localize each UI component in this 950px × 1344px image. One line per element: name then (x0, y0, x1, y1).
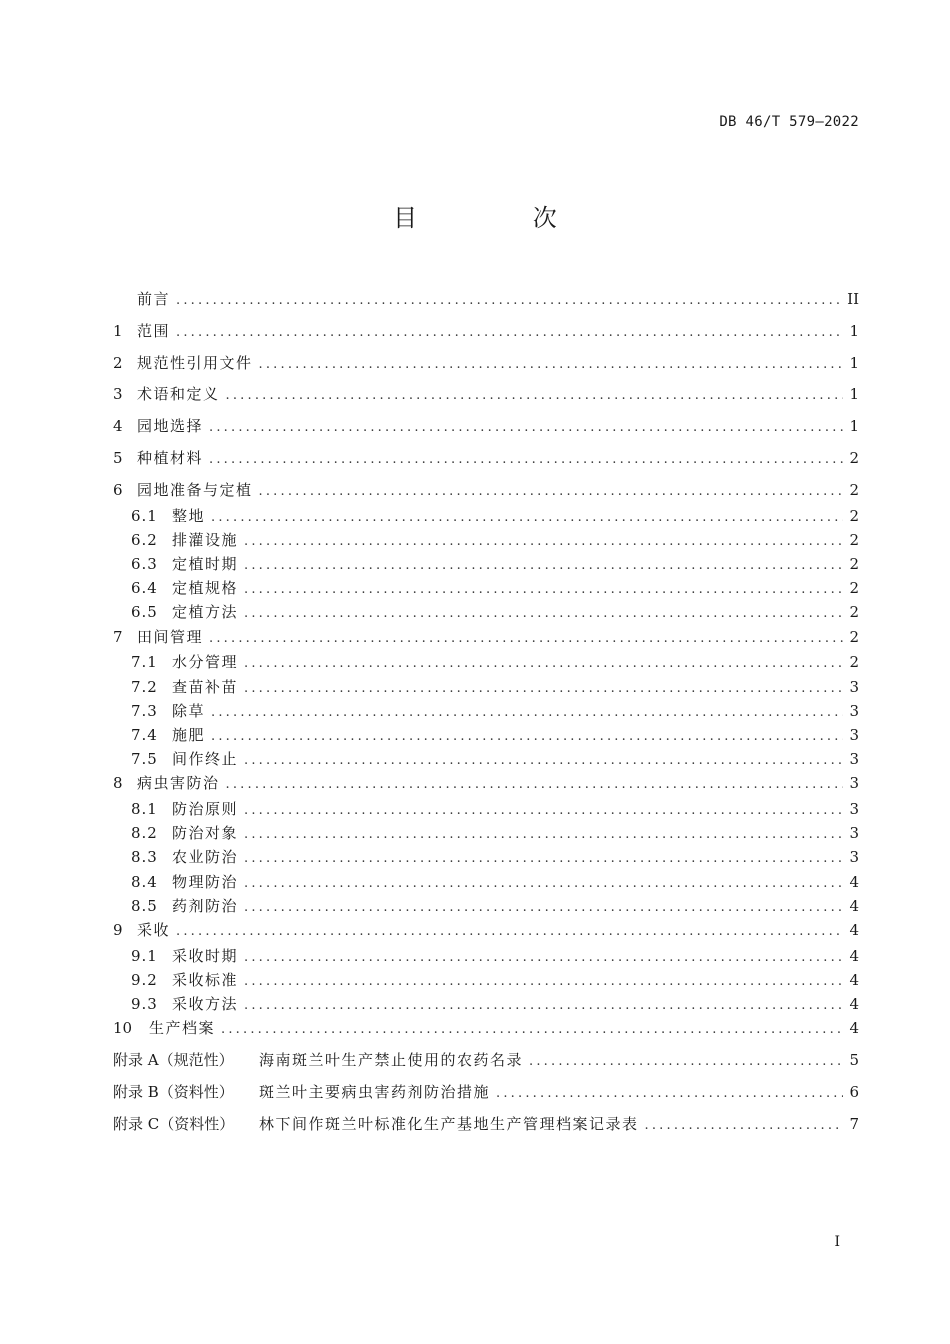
toc-leader-dots (259, 354, 843, 376)
toc-entry-number: 4 (113, 417, 123, 436)
toc-leader-dots (244, 897, 843, 919)
toc-entry-number: 1 (113, 321, 123, 340)
toc-leader-dots (529, 1051, 843, 1073)
toc-leader-dots (645, 1115, 843, 1137)
toc-entry-page: 3 (849, 774, 859, 793)
toc-leader-dots (221, 1019, 843, 1041)
toc-entry-page: 3 (849, 848, 859, 867)
toc-entry-label: 排灌设施 (172, 530, 239, 549)
toc-leader-dots (209, 449, 843, 471)
toc-leader-dots (209, 628, 843, 650)
toc-entry[interactable] (113, 1049, 859, 1081)
toc-entry-number: 6.2 (131, 530, 158, 549)
toc-entry-page: 2 (849, 554, 859, 573)
toc-leader-dots (244, 653, 843, 675)
toc-entry[interactable] (113, 601, 859, 625)
toc-entry-number: 8.4 (131, 872, 158, 891)
toc-entry-number: 附录 C（资料性） (113, 1114, 235, 1133)
toc-leader-dots (244, 971, 843, 993)
toc-entry-page: 4 (849, 872, 859, 891)
toc-entry-number: 6.3 (131, 554, 158, 573)
toc-entry-label: 定植规格 (172, 579, 239, 598)
toc-leader-dots (226, 774, 843, 796)
toc-entry-label: 海南斑兰叶生产禁止使用的农药名录 (259, 1051, 524, 1070)
toc-leader-dots (244, 603, 843, 625)
toc-leader-dots (211, 726, 843, 748)
toc-entry-label: 施肥 (172, 725, 206, 744)
toc-entry-number: 2 (113, 353, 123, 372)
toc-entry-page: 2 (849, 627, 859, 646)
toc-entry[interactable] (113, 383, 859, 415)
toc-entry[interactable] (113, 577, 859, 601)
toc-entry[interactable] (113, 1017, 859, 1049)
toc-entry-label: 除草 (172, 701, 206, 720)
toc-leader-dots (176, 921, 843, 943)
toc-entry[interactable] (113, 288, 859, 320)
toc-entry-page: 4 (849, 896, 859, 915)
toc-leader-dots (226, 385, 843, 407)
toc-entry-page: 3 (849, 824, 859, 843)
toc-leader-dots (244, 531, 843, 553)
toc-entry-number: 7 (113, 627, 123, 646)
toc-entry-number: 9.2 (131, 970, 158, 989)
toc-leader-dots (244, 555, 843, 577)
toc-entry-page: 3 (849, 750, 859, 769)
toc-entry-number: 6 (113, 480, 123, 499)
toc-leader-dots (209, 417, 843, 439)
toc-entry[interactable] (113, 676, 859, 700)
toc-entry-page: 2 (849, 530, 859, 549)
toc-leader-dots (244, 848, 843, 870)
toc-entry-number: 9 (113, 920, 123, 939)
toc-entry[interactable] (113, 447, 859, 479)
toc-entry-page: 5 (849, 1051, 859, 1070)
toc-entry-page: 4 (849, 1019, 859, 1038)
toc-entry-label: 采收时期 (172, 946, 239, 965)
toc-entry[interactable] (113, 505, 859, 529)
toc-entry-number: 7.5 (131, 750, 158, 769)
toc-entry-label: 田间管理 (137, 627, 204, 646)
toc-entry[interactable] (113, 748, 859, 772)
toc-entry-number: 6.4 (131, 579, 158, 598)
toc-entry-number: 7.1 (131, 653, 158, 672)
toc-leader-dots (211, 507, 843, 529)
toc-entry-page: 1 (849, 385, 859, 404)
toc-entry-page: 2 (849, 603, 859, 622)
toc-entry-number: 7.4 (131, 725, 158, 744)
toc-entry[interactable] (113, 993, 859, 1017)
toc-leader-dots (244, 947, 843, 969)
toc-leader-dots (211, 702, 843, 724)
toc-entry-label: 防治对象 (172, 824, 239, 843)
toc-leader-dots (176, 290, 841, 312)
toc-entry[interactable] (113, 846, 859, 870)
toc-entry-label: 防治原则 (172, 800, 239, 819)
toc-entry[interactable] (113, 352, 859, 384)
toc-leader-dots (496, 1083, 843, 1105)
toc-entry-page: 4 (849, 995, 859, 1014)
toc-entry-number: 6.5 (131, 603, 158, 622)
toc-entry-page: 1 (849, 417, 859, 436)
toc-entry-page: 3 (849, 800, 859, 819)
toc-entry-number: 8 (113, 774, 123, 793)
toc-entry-page: 4 (849, 920, 859, 939)
toc-entry[interactable] (113, 1081, 859, 1113)
toc-entry-page: 2 (849, 448, 859, 467)
toc-entry-label: 前言 (137, 290, 171, 308)
toc-entry[interactable] (113, 895, 859, 919)
toc-entry-number: 9.3 (131, 995, 158, 1014)
toc-entry-number: 附录 B（资料性） (113, 1082, 234, 1101)
toc-entry[interactable] (113, 700, 859, 724)
toc-entry[interactable] (113, 651, 859, 675)
toc-entry-page: 7 (849, 1114, 859, 1133)
toc-entry-page: 1 (849, 321, 859, 340)
toc-entry-label: 规范性引用文件 (137, 353, 253, 372)
toc-entry-page: 3 (849, 701, 859, 720)
toc-entry-number: 8.2 (131, 824, 158, 843)
toc-entry-page: 2 (849, 506, 859, 525)
toc-entry-label: 物理防治 (172, 872, 239, 891)
toc-entry-number: 8.1 (131, 800, 158, 819)
toc-entry-page: 2 (849, 579, 859, 598)
toc-entry-label: 采收方法 (172, 995, 239, 1014)
toc-leader-dots (244, 873, 843, 895)
toc-leader-dots (176, 322, 843, 344)
standard-code: DB 46/T 579—2022 (719, 114, 859, 130)
toc-entry-label: 整地 (172, 506, 206, 525)
toc-entry-page: 6 (849, 1082, 859, 1101)
toc-entry-page: 2 (849, 653, 859, 672)
toc-entry-number: 7.3 (131, 701, 158, 720)
toc-entry-page: 1 (849, 353, 859, 372)
toc-entry[interactable] (113, 529, 859, 553)
toc-leader-dots (244, 750, 843, 772)
toc-entry-label: 定植方法 (172, 603, 239, 622)
toc-entry-label: 病虫害防治 (137, 774, 220, 793)
toc-entry-label: 术语和定义 (137, 385, 220, 404)
toc-entry-number: 8.5 (131, 896, 158, 915)
toc-entry-label: 园地选择 (137, 417, 204, 436)
toc-entry[interactable] (113, 553, 859, 577)
toc-leader-dots (244, 824, 843, 846)
toc-entry[interactable] (113, 1113, 859, 1145)
toc-entry-number: 3 (113, 385, 123, 404)
page-number: I (834, 1234, 840, 1250)
toc-entry-label: 园地准备与定植 (137, 480, 253, 499)
toc-entry[interactable] (113, 871, 859, 895)
table-of-contents (113, 288, 859, 1145)
toc-leader-dots (259, 481, 843, 503)
toc-entry-label: 水分管理 (172, 653, 239, 672)
toc-leader-dots (244, 800, 843, 822)
toc-entry-label: 生产档案 (149, 1019, 216, 1038)
toc-entry-label: 查苗补苗 (172, 677, 239, 696)
toc-entry-number: 10 (113, 1019, 133, 1038)
toc-entry[interactable] (113, 724, 859, 748)
toc-entry-page: 4 (849, 970, 859, 989)
toc-entry-label: 范围 (137, 321, 171, 340)
toc-entry[interactable] (113, 415, 859, 447)
toc-entry-label: 斑兰叶主要病虫害药剂防治措施 (259, 1082, 491, 1101)
toc-entry-label: 林下间作斑兰叶标准化生产基地生产管理档案记录表 (259, 1114, 639, 1133)
toc-entry-number: 8.3 (131, 848, 158, 867)
page-title: 目 次 (393, 204, 611, 232)
toc-entry-label: 药剂防治 (172, 896, 239, 915)
toc-entry[interactable] (113, 320, 859, 352)
toc-entry-number: 6.1 (131, 506, 158, 525)
toc-entry-number: 7.2 (131, 677, 158, 696)
toc-entry-page: 4 (849, 946, 859, 965)
toc-entry-label: 种植材料 (137, 448, 204, 467)
toc-entry-label: 农业防治 (172, 848, 239, 867)
toc-entry[interactable] (113, 822, 859, 846)
toc-leader-dots (244, 995, 843, 1017)
toc-entry-label: 间作终止 (172, 750, 239, 769)
toc-entry-number: 9.1 (131, 946, 158, 965)
toc-entry-number: 5 (113, 448, 123, 467)
toc-entry-page: 3 (849, 725, 859, 744)
toc-entry-label: 采收 (137, 920, 171, 939)
toc-entry-label: 定植时期 (172, 554, 239, 573)
toc-entry-page: 2 (849, 480, 859, 499)
toc-leader-dots (244, 678, 843, 700)
toc-entry-page: II (847, 290, 859, 308)
toc-leader-dots (244, 579, 843, 601)
toc-entry-number: 附录 A（规范性） (113, 1051, 234, 1070)
toc-entry-page: 3 (849, 677, 859, 696)
toc-entry[interactable] (113, 798, 859, 822)
toc-entry[interactable] (113, 945, 859, 969)
toc-entry[interactable] (113, 969, 859, 993)
toc-entry-label: 采收标准 (172, 970, 239, 989)
